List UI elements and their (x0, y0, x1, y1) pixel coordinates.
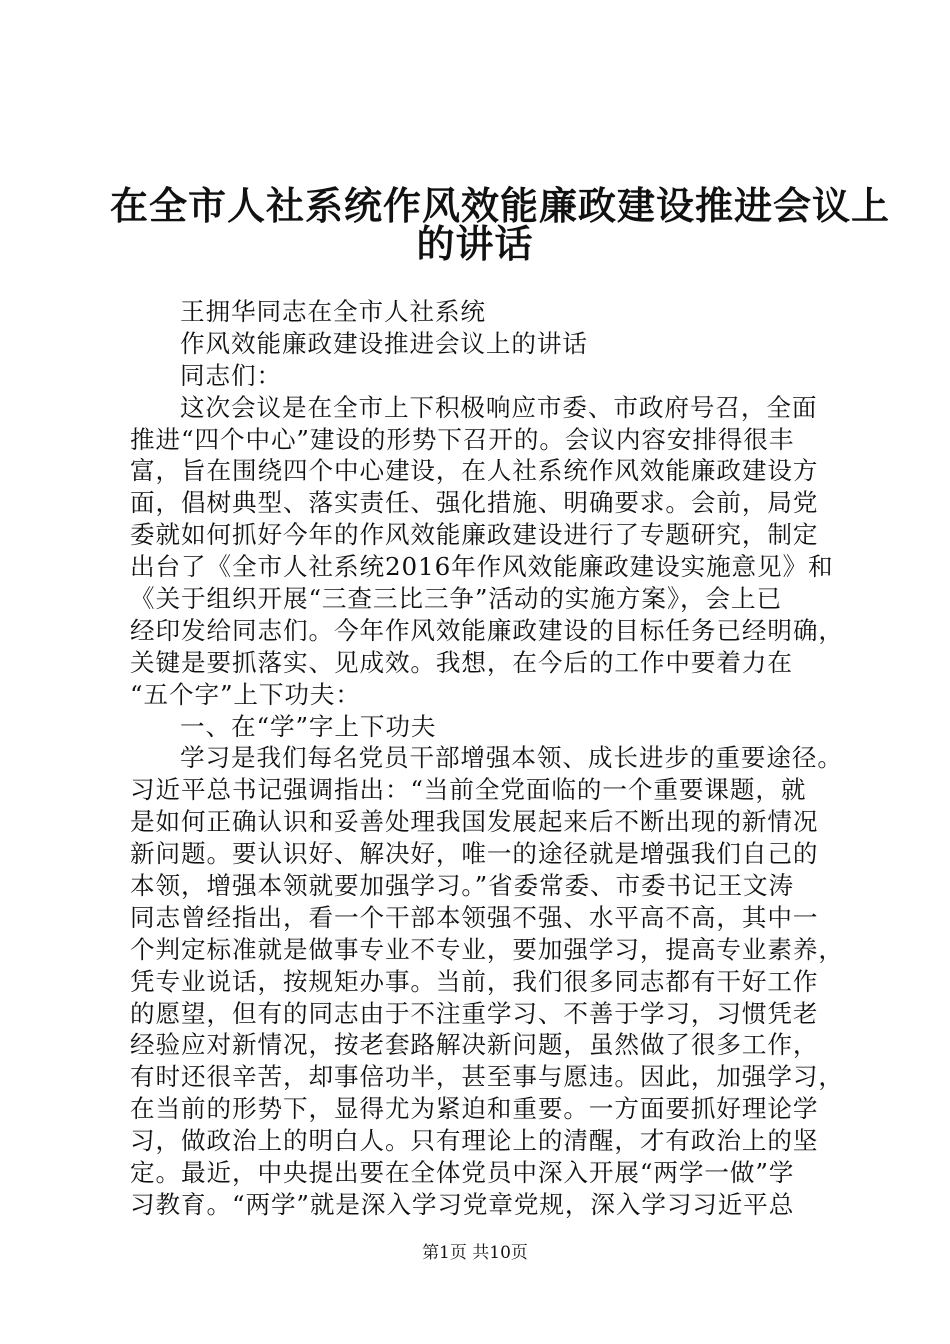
body-line: 经验应对新情况，按老套路解决新问题，虽然做了很多工作， (130, 1030, 819, 1060)
body-line: 凭专业说话，按规矩办事。当前，我们很多同志都有干好工作 (130, 966, 819, 996)
body-line: 作风效能廉政建设推进会议上的讲话 (180, 328, 588, 358)
body-line: 委就如何抓好今年的作风效能廉政建设进行了专题研究，制定 (130, 520, 819, 550)
document-body (130, 296, 844, 1221)
body-line: 学习是我们每名党员干部增强本领、成长进步的重要途径。 (180, 743, 843, 773)
body-line: “五个字”上下功夫： (130, 679, 361, 709)
body-line: 出台了《全市人社系统2016年作风效能廉政建设实施意见》和 (130, 552, 834, 582)
body-line: 《关于组织开展“三查三比三争”活动的实施方案》，会上已 (130, 584, 782, 614)
body-line: 习，做政治上的明白人。只有理论上的清醒，才有政治上的坚 (130, 1126, 819, 1156)
body-line: 在当前的形势下，显得尤为紧迫和重要。一方面要抓好理论学 (130, 1094, 819, 1124)
document-title-line-1: 在全市人社系统作风效能廉政建设推进会议上 (110, 183, 891, 228)
body-line: 推进“四个中心”建设的形势下召开的。会议内容安排得很丰 (130, 424, 795, 454)
body-line: 王拥华同志在全市人社系统 (180, 297, 486, 326)
page-number-footer: 第1页 共10页 (422, 1243, 528, 1263)
body-line: 面，倡树典型、落实责任、强化措施、明确要求。会前，局党 (130, 488, 819, 518)
body-line: 习近平总书记强调指出：“当前全党面临的一个重要课题，就 (130, 775, 807, 805)
body-line: 个判定标准就是做事专业不专业，要加强学习，提高专业素养， (130, 934, 844, 964)
body-line: 这次会议是在全市上下积极响应市委、市政府号召，全面 (180, 392, 818, 422)
body-line: 是如何正确认识和妥善处理我国发展起来后不断出现的新情况 (130, 807, 819, 837)
section-heading: 一、在“学”字上下功夫 (180, 711, 437, 741)
body-line: 同志们： (180, 360, 282, 390)
document-title-line-2: 的讲话 (416, 221, 534, 266)
body-line: 新问题。要认识好、解决好，唯一的途径就是增强我们自己的 (130, 839, 819, 869)
body-line: 经印发给同志们。今年作风效能廉政建设的目标任务已经明确， (130, 615, 844, 645)
body-line: 同志曾经指出，看一个干部本领强不强、水平高不高，其中一 (130, 902, 819, 932)
body-line: 定。最近，中央提出要在全体党员中深入开展“两学一做”学 (130, 1158, 795, 1188)
body-line: 习教育。“两学”就是深入学习党章党规，深入学习习近平总 (130, 1189, 795, 1219)
body-line: 有时还很辛苦，却事倍功半，甚至事与愿违。因此，加强学习， (130, 1062, 844, 1092)
body-line: 本领，增强本领就要加强学习。”省委常委、市委书记王文涛 (130, 871, 795, 901)
body-line: 的愿望，但有的同志由于不注重学习、不善于学习，习惯凭老 (130, 998, 819, 1028)
body-line: 富，旨在围绕四个中心建设，在人社系统作风效能廉政建设方 (130, 456, 819, 486)
body-line: 关键是要抓落实、见成效。我想，在今后的工作中要着力在 (130, 647, 793, 677)
